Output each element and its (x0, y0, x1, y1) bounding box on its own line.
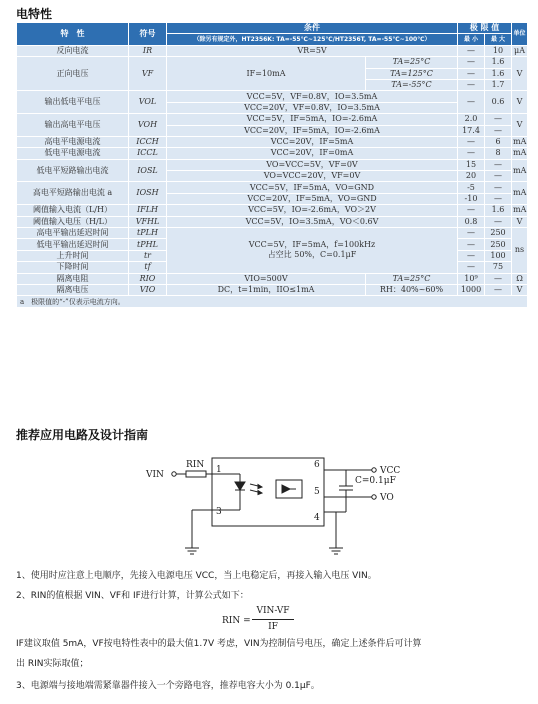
row-symbol: IR (129, 45, 167, 56)
formula-lhs: RIN = (222, 616, 251, 626)
row-unit: mA (513, 148, 527, 158)
table-row (17, 114, 528, 125)
row-param: 高电平短路输出电流 a (17, 182, 129, 205)
row-param: 隔离电压 (17, 284, 129, 295)
row-max: 1.6 (485, 205, 512, 216)
vo-terminal (372, 495, 376, 499)
row-max: 75 (485, 262, 512, 273)
note-2-detail-line2: 出 RIN实际取值； (16, 659, 89, 669)
row-condition: DC，t=1min，IIO≤1mA (167, 284, 366, 295)
col-header-cond (167, 23, 458, 34)
light-arrowhead-2 (258, 491, 262, 495)
row-condition: VO=VCC=20V，VF=0V (167, 171, 458, 182)
row-param: 输出低电平电压 (17, 91, 129, 114)
row-param: 反向电流 (17, 45, 129, 56)
row-min: — (458, 91, 485, 114)
application-circuit-diagram (140, 452, 400, 562)
row-symbol: VOL (129, 91, 167, 114)
row-max: 250 (485, 228, 512, 239)
row-param: 输出高电平电压 (17, 114, 129, 137)
vcc-label: VCC (380, 466, 400, 476)
row-param: 阈值输入电压（H/L） (17, 216, 129, 227)
row-condition: VCC=20V，VF=0.8V，IO=3.5mA (167, 102, 458, 113)
col-header-limits: 极 限 值 (458, 23, 512, 34)
row-max: 10 (485, 45, 512, 56)
led-icon (235, 482, 245, 490)
row-temp: TA=25°C (366, 57, 458, 68)
vcc-terminal (372, 468, 376, 472)
row-symbol: ICCL (129, 148, 167, 159)
light-arrowhead-1 (258, 485, 262, 489)
row-unit: mA (512, 182, 528, 205)
switch-cond-line1: VCC=5V，IF=5mA，f=100kHz (248, 240, 376, 250)
row-max: 100 (485, 250, 512, 261)
row-min: — (458, 79, 485, 90)
row-max: — (485, 114, 512, 125)
row-symbol: tf (129, 262, 167, 273)
row-temp: TA=-55°C (366, 79, 458, 90)
row-unit: Ω (512, 273, 528, 284)
row-min: — (458, 205, 485, 216)
row-unit: V (512, 114, 528, 137)
row-unit: V (512, 91, 528, 114)
pin5-label: 5 (314, 487, 320, 497)
table-row (17, 216, 528, 227)
cap-label: C=0.1μF (355, 476, 396, 486)
table-row (17, 228, 528, 239)
section-title-electrical: 电特性 (16, 7, 53, 21)
table-row (17, 182, 528, 193)
row-symbol: IOSH (129, 182, 167, 205)
rin-formula (222, 606, 342, 640)
table-row (17, 159, 528, 170)
row-max: 250 (485, 239, 512, 250)
table-row (17, 205, 528, 216)
row-min: 1000 (458, 284, 485, 295)
row-symbol: tPHL (129, 239, 167, 250)
note-1: 1、使用时应注意上电顺序，先接入电源电压 VCC，当上电稳定后，再接入输入电压 VIN。 (16, 571, 377, 581)
row-min: — (458, 228, 485, 239)
row-max: 1.6 (485, 57, 512, 68)
row-symbol: tr (129, 250, 167, 261)
table-footnote: a 极限值的“-”仅表示电流方向。 (17, 296, 528, 307)
row-max: — (485, 284, 512, 295)
row-condition: VCC=20V，IF=5mA (167, 136, 458, 147)
row-min: -10 (458, 193, 485, 204)
table-row (17, 91, 528, 102)
row-param: 下降时间 (17, 262, 129, 273)
col-header-symbol: 符号 (129, 23, 167, 46)
row-min: — (458, 148, 485, 159)
row-condition: VIO=500V (167, 273, 366, 284)
table-row (17, 136, 528, 147)
row-unit: μA (512, 45, 528, 56)
buffer-icon (282, 485, 290, 493)
table-row (17, 148, 528, 159)
row-min: -5 (458, 182, 485, 193)
row-param: 上升时间 (17, 250, 129, 261)
row-condition: VCC=20V，IF=5mA，IO=-2.6mA (167, 125, 458, 136)
row-unit: mA (513, 205, 527, 215)
row-max: — (485, 193, 512, 204)
row-condition: IF=10mA (167, 57, 366, 91)
row-symbol: VOH (129, 114, 167, 137)
row-symbol: IOSL (129, 159, 167, 182)
row-min: — (458, 45, 485, 56)
row-min: 0.8 (458, 216, 485, 227)
row-temp: TA=125°C (366, 68, 458, 79)
table-row (17, 284, 528, 295)
formula-fraction-bar (252, 619, 294, 620)
vo-label: VO (380, 493, 394, 503)
row-unit: V (512, 57, 528, 91)
row-param: 低电平输出延迟时间 (17, 239, 129, 250)
row-max: — (485, 171, 512, 182)
row-condition: VCC=20V，IF=0mA (167, 148, 458, 159)
row-symbol: tPLH (129, 228, 167, 239)
col-header-unit: 单位 (512, 23, 528, 46)
row-max: — (485, 216, 512, 227)
col-header-param: 特 性 (17, 23, 129, 46)
row-unit: ns (512, 228, 528, 274)
table-row (17, 273, 528, 284)
row-param: 正向电压 (17, 57, 129, 91)
row-unit: mA (513, 137, 527, 147)
vin-label: VIN (146, 470, 164, 480)
col-header-min: 最 小 (458, 34, 485, 45)
row-max: 0.6 (485, 91, 512, 114)
row-max: 1.7 (485, 79, 512, 90)
row-condition: VCC=5V，IO=-2.6mA，VO＞2V (167, 205, 458, 216)
note-2: 2、RIN的值根据 VIN、VF和 IF进行计算，计算公式如下： (16, 591, 249, 601)
row-symbol: RIO (129, 273, 167, 284)
row-condition: VO=VCC=5V，VF=0V (167, 159, 458, 170)
col-header-max: 最 大 (485, 34, 512, 45)
row-humidity: RH：40%~60% (366, 284, 458, 295)
row-unit: V (512, 284, 528, 295)
vin-terminal (172, 472, 176, 476)
row-unit: mA (512, 159, 528, 182)
note-3: 3、电源端与接地端需紧靠器件接入一个旁路电容，推荐电容大小为 0.1μF。 (16, 681, 320, 691)
row-min: — (458, 262, 485, 273)
row-param: 隔离电阻 (17, 273, 129, 284)
row-param: 高电平电源电流 (17, 136, 129, 147)
row-param: 低电平短路输出电流 (17, 159, 129, 182)
row-condition-switching (167, 228, 458, 274)
row-condition: VCC=20V，IF=5mA，VO=GND (167, 193, 458, 204)
row-condition: VR=5V (167, 45, 458, 56)
row-min: — (458, 136, 485, 147)
row-min: — (458, 68, 485, 79)
row-min: 15 (458, 159, 485, 170)
col-header-cond-sub: （除另有规定外，HT2356K: TA=-55℃~125℃/HT2356T, TA=-55℃~100℃） (167, 34, 458, 45)
pin6-label: 6 (314, 460, 320, 470)
row-unit: V (512, 216, 528, 227)
row-temp: TA=25°C (366, 273, 458, 284)
pin1-label: 1 (216, 465, 222, 475)
row-max: — (485, 273, 512, 284)
row-min: — (458, 239, 485, 250)
row-symbol: ICCH (129, 136, 167, 147)
row-min: — (458, 250, 485, 261)
row-max: — (485, 159, 512, 170)
formula-numerator: VIN-VF (256, 606, 290, 616)
row-max: 8 (485, 148, 512, 159)
row-symbol: VIO (129, 284, 167, 295)
row-symbol: VFHL (129, 216, 167, 227)
pin3-label: 3 (216, 507, 222, 517)
row-condition: VCC=5V，IF=5mA，IO=-2.6mA (167, 114, 458, 125)
row-condition: VCC=5V，VF=0.8V，IO=3.5mA (167, 91, 458, 102)
row-symbol: IFLH (129, 205, 167, 216)
optocoupler-package (212, 458, 324, 526)
row-param: 低电平电源电流 (17, 148, 129, 159)
section-title-application: 推荐应用电路及设计指南 (16, 428, 149, 442)
pin4-label: 4 (314, 513, 320, 523)
row-max: 6 (485, 136, 512, 147)
formula-denominator: IF (268, 622, 278, 632)
rin-label: RIN (186, 460, 205, 470)
row-param: 阈值输入电流（L/H） (17, 205, 129, 216)
row-min: 20 (458, 171, 485, 182)
row-min: 17.4 (458, 125, 485, 136)
switch-cond-line2: 占空比 50%，C=0.1μF (267, 250, 357, 260)
cond-title: 条件 (304, 23, 320, 33)
table-row (17, 45, 528, 56)
row-max: — (485, 125, 512, 136)
electrical-characteristics-table (16, 22, 528, 308)
row-max: — (485, 182, 512, 193)
row-max: 1.6 (485, 68, 512, 79)
row-min: 2.0 (458, 114, 485, 125)
table-footnote-row (17, 296, 528, 307)
row-param: 高电平输出延迟时间 (17, 228, 129, 239)
row-condition: VCC=5V，IO=3.5mA，VO＜0.6V (167, 216, 458, 227)
note-2-detail-line1: IF建议取值 5mA，VF按电特性表中的最大值1.7V 考虑，VIN为控制信号电压，确定上述条件后可计算 (16, 639, 422, 649)
row-symbol: VF (129, 57, 167, 91)
table-row (17, 57, 528, 68)
rin-resistor (186, 471, 206, 477)
row-min: — (458, 57, 485, 68)
row-condition: VCC=5V，IF=5mA，VO=GND (167, 182, 458, 193)
row-min: 10⁹ (458, 273, 485, 284)
